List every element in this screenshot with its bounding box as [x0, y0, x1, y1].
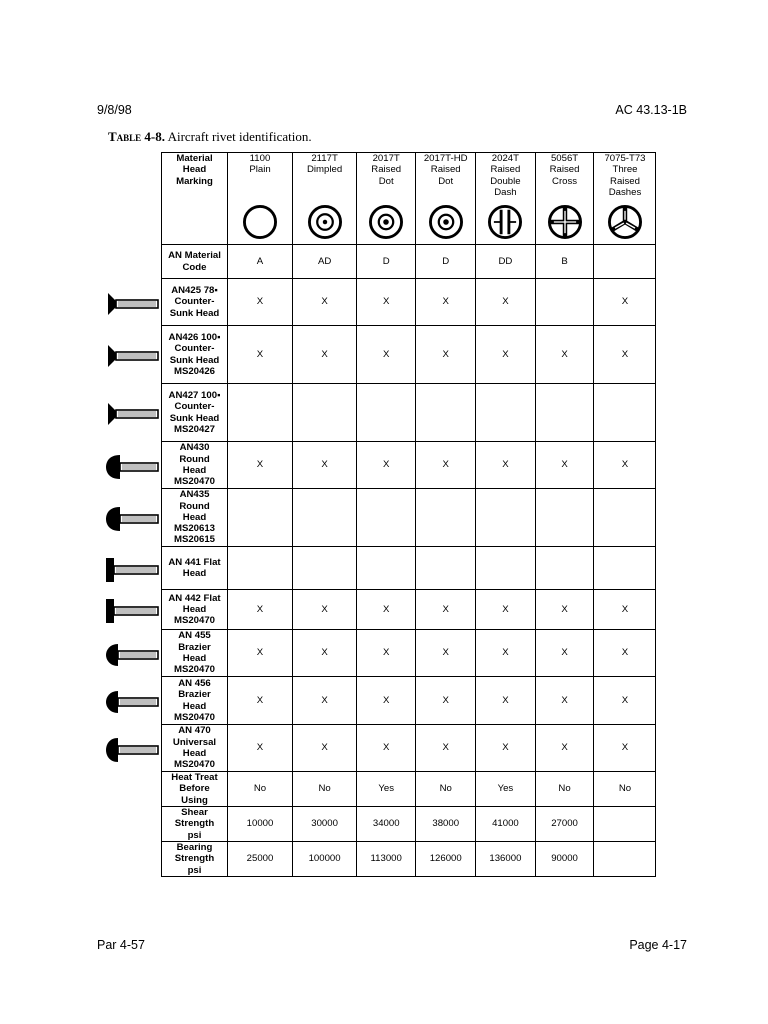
- table-cell: [293, 384, 357, 442]
- table-caption: [108, 129, 312, 145]
- table-cell: No: [416, 772, 476, 807]
- column-header: [594, 153, 656, 245]
- table-cell: X: [357, 279, 416, 326]
- table-cell: X: [357, 677, 416, 725]
- table-cell: [228, 384, 293, 442]
- material-name: 2117T: [311, 153, 338, 164]
- table-cell: 100000: [293, 841, 357, 876]
- table-cell: X: [416, 677, 476, 725]
- table-cell: No: [594, 772, 656, 807]
- round-head-rivet-icon: [104, 505, 160, 533]
- table-cell: 126000: [416, 841, 476, 876]
- table-cell: X: [416, 326, 476, 384]
- head-marking-name: Three Raised Dashes: [608, 164, 642, 198]
- countersunk-rivet-icon: [104, 342, 160, 370]
- table-cell: X: [594, 279, 656, 326]
- row-label: AN430 Round Head MS20470: [162, 442, 228, 489]
- table-cell: X: [416, 279, 476, 326]
- material-name: 7075-T73: [604, 153, 646, 164]
- head-marking-name: Dimpled: [307, 164, 343, 176]
- column-header: [535, 153, 594, 245]
- material-name: 2017T-HD: [423, 153, 468, 164]
- table-row: [162, 590, 656, 630]
- table-cell: [476, 489, 535, 547]
- table-cell: X: [594, 677, 656, 725]
- table-row: [162, 326, 656, 384]
- row-label: AN 441 Flat Head: [162, 547, 228, 590]
- table-cell: X: [594, 630, 656, 677]
- raised-double-dash-head-icon: [485, 202, 525, 242]
- table-cell: X: [476, 326, 535, 384]
- table-cell: X: [416, 442, 476, 489]
- table-cell: [476, 547, 535, 590]
- table-cell: X: [293, 590, 357, 630]
- table-cell: X: [357, 590, 416, 630]
- table-row: [162, 442, 656, 489]
- table-cell: X: [535, 442, 594, 489]
- table-cell: X: [416, 590, 476, 630]
- countersunk-rivet-icon: [104, 400, 160, 428]
- table-cell: X: [535, 326, 594, 384]
- table-row: [162, 725, 656, 772]
- table-cell: 30000: [293, 806, 357, 841]
- table-cell: X: [293, 630, 357, 677]
- table-cell: 25000: [228, 841, 293, 876]
- table-cell: [357, 384, 416, 442]
- dimpled-head-icon: [305, 202, 345, 242]
- material-name: 5056T: [550, 153, 579, 164]
- table-cell: Yes: [357, 772, 416, 807]
- table-row: [162, 384, 656, 442]
- universal-head-rivet-icon: [104, 736, 160, 764]
- head-marking-label: Head Marking: [176, 164, 213, 187]
- table-cell: X: [476, 590, 535, 630]
- table-row: [162, 806, 656, 841]
- table-cell: X: [228, 677, 293, 725]
- table-cell: X: [228, 326, 293, 384]
- table-cell: X: [293, 677, 357, 725]
- table-cell: 10000: [228, 806, 293, 841]
- row-label: AN425 78▪ Counter- Sunk Head: [162, 279, 228, 326]
- table-cell: [594, 245, 656, 279]
- table-cell: D: [357, 245, 416, 279]
- table-cell: No: [293, 772, 357, 807]
- table-cell: [594, 384, 656, 442]
- table-cell: [535, 384, 594, 442]
- table-cell: X: [476, 677, 535, 725]
- material-name: 2024T: [491, 153, 519, 164]
- table-cell: 136000: [476, 841, 535, 876]
- table-cell: X: [293, 725, 357, 772]
- row-label: AN 456 Brazier Head MS20470: [162, 677, 228, 725]
- table-cell: X: [535, 677, 594, 725]
- material-header-row: [162, 153, 656, 245]
- row-label: AN426 100▪ Counter- Sunk Head MS20426: [162, 326, 228, 384]
- table-cell: [416, 547, 476, 590]
- rivet-identification-table: [161, 152, 656, 877]
- brazier-head-rivet-icon: [104, 641, 160, 669]
- table-cell: [357, 489, 416, 547]
- table-cell: [228, 547, 293, 590]
- material-label: Material: [176, 153, 213, 164]
- table-row: [162, 677, 656, 725]
- table-cell: X: [228, 279, 293, 326]
- column-header: [293, 153, 357, 245]
- caption-title: Aircraft rivet identification.: [167, 129, 312, 144]
- table-cell: [594, 489, 656, 547]
- row-label: AN Material Code: [162, 245, 228, 279]
- table-cell: A: [228, 245, 293, 279]
- table-cell: [535, 547, 594, 590]
- head-marking-name: Raised Double Dash: [490, 164, 521, 198]
- table-cell: X: [476, 725, 535, 772]
- table-row: [162, 772, 656, 807]
- material-name: 2017T: [372, 153, 400, 164]
- table-cell: X: [416, 725, 476, 772]
- column-header: [228, 153, 293, 245]
- table-cell: No: [228, 772, 293, 807]
- table-cell: X: [594, 725, 656, 772]
- table-cell: [535, 489, 594, 547]
- table-cell: X: [228, 630, 293, 677]
- table-cell: B: [535, 245, 594, 279]
- row-label: AN427 100▪ Counter- Sunk Head MS20427: [162, 384, 228, 442]
- column-header: [357, 153, 416, 245]
- row-label: Bearing Strength psi: [162, 841, 228, 876]
- table-row: [162, 245, 656, 279]
- countersunk-rivet-icon: [104, 290, 160, 318]
- raised-dot-head-icon: [426, 202, 466, 242]
- table-cell: X: [594, 326, 656, 384]
- row-label: AN 442 Flat Head MS20470: [162, 590, 228, 630]
- table-cell: 34000: [357, 806, 416, 841]
- raised-cross-head-icon: [545, 202, 585, 242]
- table-cell: AD: [293, 245, 357, 279]
- header-doc-id: AC 43.13-1B: [615, 103, 687, 117]
- table-cell: 90000: [535, 841, 594, 876]
- table-cell: X: [357, 442, 416, 489]
- table-cell: [416, 489, 476, 547]
- table-cell: 113000: [357, 841, 416, 876]
- table-cell: X: [594, 442, 656, 489]
- row-label: AN 470 Universal Head MS20470: [162, 725, 228, 772]
- flat-head-rivet-icon: [104, 556, 160, 584]
- table-row: [162, 489, 656, 547]
- table-cell: X: [594, 590, 656, 630]
- header-date: 9/8/98: [97, 103, 132, 117]
- table-cell: [228, 489, 293, 547]
- table-cell: X: [535, 725, 594, 772]
- table-cell: X: [535, 630, 594, 677]
- row-label: AN 455 Brazier Head MS20470: [162, 630, 228, 677]
- table-cell: X: [228, 442, 293, 489]
- table-cell: [535, 279, 594, 326]
- table-cell: No: [535, 772, 594, 807]
- table-row: [162, 841, 656, 876]
- table-cell: X: [357, 326, 416, 384]
- table-cell: X: [535, 590, 594, 630]
- table-cell: [594, 806, 656, 841]
- head-marking-name: Raised Dot: [430, 164, 461, 187]
- three-raised-dashes-head-icon: [605, 202, 645, 242]
- footer-paragraph: Par 4-57: [97, 938, 145, 952]
- table-cell: [594, 841, 656, 876]
- table-cell: 27000: [535, 806, 594, 841]
- head-marking-name: Raised Cross: [549, 164, 580, 187]
- table-row: [162, 630, 656, 677]
- row-label: Heat Treat Before Using: [162, 772, 228, 807]
- flat-head-rivet-icon: [104, 597, 160, 625]
- column-header: [416, 153, 476, 245]
- table-cell: DD: [476, 245, 535, 279]
- table-cell: [416, 384, 476, 442]
- table-cell: X: [476, 442, 535, 489]
- raised-dot-head-icon: [366, 202, 406, 242]
- table-cell: Yes: [476, 772, 535, 807]
- row-label: Shear Strength psi: [162, 806, 228, 841]
- table-cell: 38000: [416, 806, 476, 841]
- footer-page: Page 4-17: [629, 938, 687, 952]
- table-row: [162, 547, 656, 590]
- caption-label: Table 4-8.: [108, 129, 166, 144]
- table-cell: X: [357, 725, 416, 772]
- table-cell: X: [476, 279, 535, 326]
- table-cell: 41000: [476, 806, 535, 841]
- table-cell: [476, 384, 535, 442]
- head-marking-name: Raised Dot: [371, 164, 402, 187]
- brazier-head-rivet-icon: [104, 688, 160, 716]
- table-cell: X: [293, 442, 357, 489]
- head-marking-name: Plain: [249, 164, 271, 176]
- material-name: 1100: [249, 153, 271, 164]
- table-cell: D: [416, 245, 476, 279]
- table-cell: X: [416, 630, 476, 677]
- material-header-label: [162, 153, 228, 245]
- table-cell: X: [476, 630, 535, 677]
- column-header: [476, 153, 535, 245]
- table-row: [162, 279, 656, 326]
- table-cell: X: [293, 279, 357, 326]
- plain-head-icon: [240, 202, 280, 242]
- table-cell: [594, 547, 656, 590]
- table-cell: X: [357, 630, 416, 677]
- round-head-rivet-icon: [104, 453, 160, 481]
- table-cell: X: [228, 590, 293, 630]
- row-label: AN435 Round Head MS20613 MS20615: [162, 489, 228, 547]
- table-cell: [293, 489, 357, 547]
- table-cell: [293, 547, 357, 590]
- table-cell: [357, 547, 416, 590]
- table-cell: X: [293, 326, 357, 384]
- table-cell: X: [228, 725, 293, 772]
